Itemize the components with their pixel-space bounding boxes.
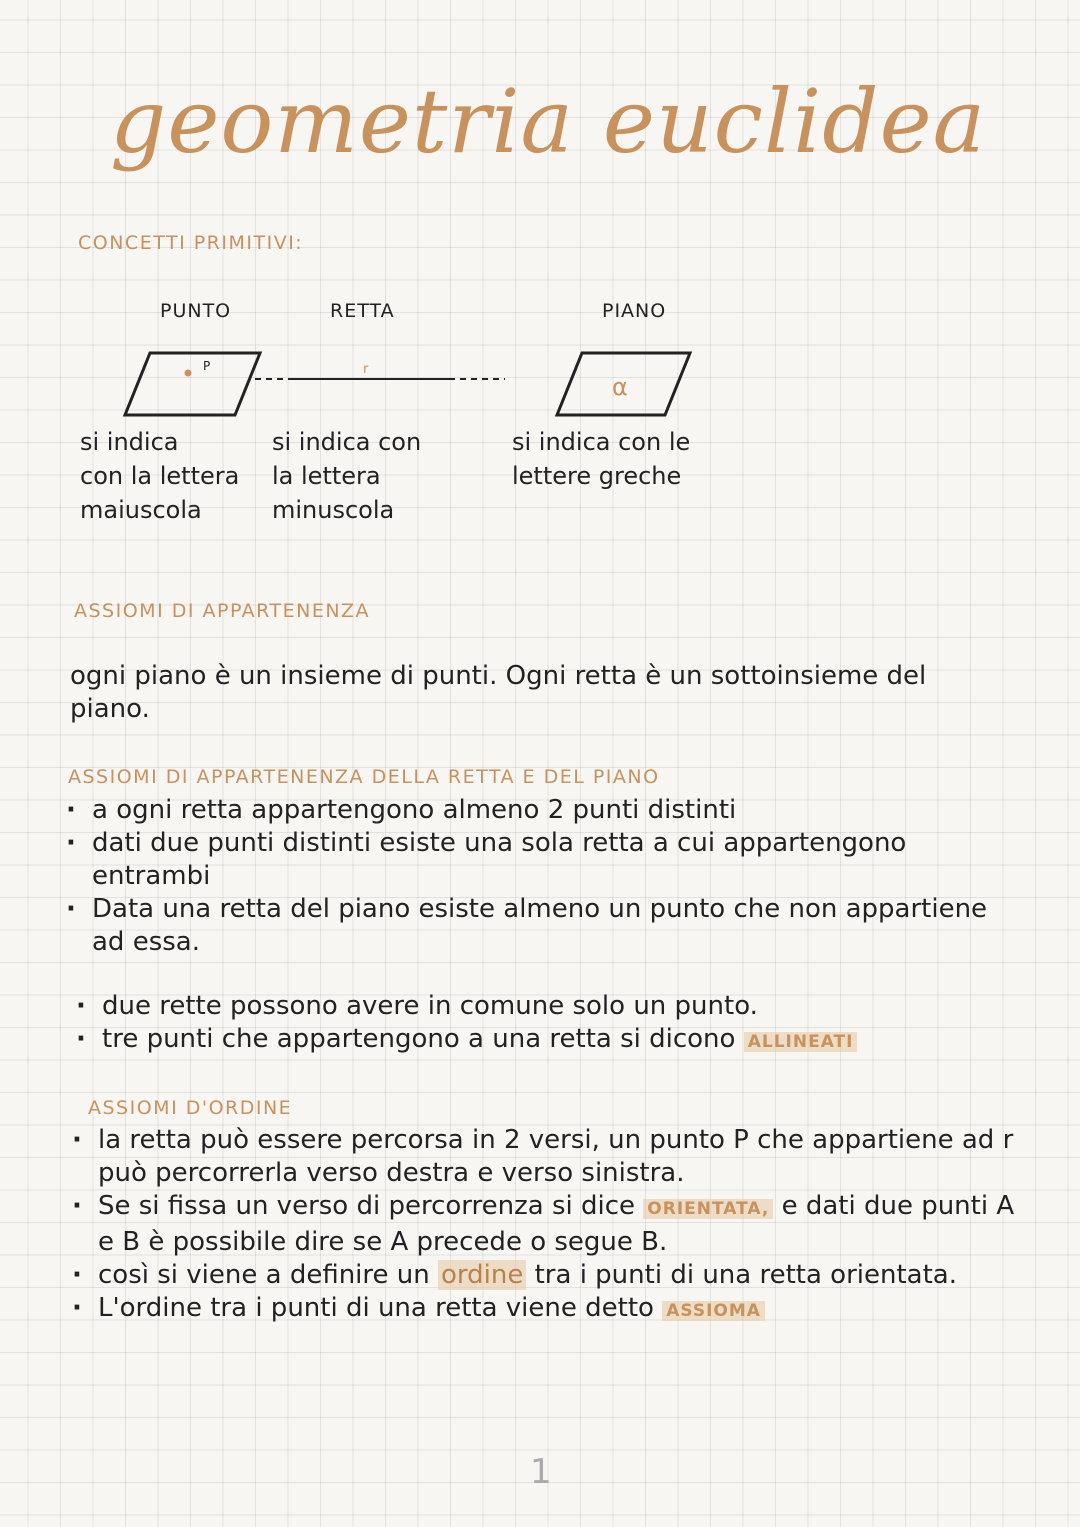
list-item [72,1190,1022,1259]
point-description-line: maiuscola [80,496,202,524]
list-item: · la retta può essere percorsa in 2 versi, un punto P che appartiene ad r può percorrerla verso destra e verso sinistra. [72,1124,1022,1190]
list-item [72,1259,1022,1292]
concept-label-line: RETTA [330,300,395,322]
list-item: · Data una retta del piano esiste almeno un punto che non appartiene ad essa. [66,893,1006,959]
order-word-highlight: ordine [438,1260,526,1290]
concept-label-plane: PIANO [602,300,667,322]
belonging-axioms-text: ogni piano è un insieme di punti. Ogni retta è un sottoinsieme del piano. [70,661,927,724]
list-item-text: L'ordine tra i punti di una retta viene detto [98,1293,654,1323]
concept-label-point: PUNTO [160,300,232,322]
point-mark: P [203,359,211,373]
point-description-line: con la lettera [80,462,240,490]
belonging-axioms-heading: ASSIOMI DI APPARTENENZA [74,600,371,622]
primitive-concepts-diagram [100,335,720,430]
plane-mark: α [612,373,628,401]
list-item-text: tre punti che appartengono a una retta si dicono [102,1024,736,1054]
line-description-line: si indica con [272,428,422,456]
list-item: · dati due punti distinti esiste una sola retta a cui appartengono entrambi [66,827,1006,893]
point-plane-shape [125,353,260,415]
aligned-highlight: ALLINEATI [744,1032,858,1052]
list-item-text: così si viene a definire un [98,1260,430,1290]
point-description-line: si indica [80,428,179,456]
plane-description-line: lettere greche [512,462,682,490]
line-mark: r [363,362,369,377]
point-dot [185,370,192,377]
list-item-text: tra i punti di una retta orientata. [534,1260,957,1290]
list-item [72,1292,1022,1328]
plane-description [512,425,690,493]
primitive-concepts-heading: CONCETTI PRIMITIVI: [78,232,304,254]
line-description-line: la lettera [272,462,381,490]
line-description-line: minuscola [272,496,395,524]
line-description [272,425,421,527]
page-title: geometria euclidea [110,70,987,173]
line-plane-axioms-list-2 [76,990,1006,1059]
plane-description-line: si indica con le [512,428,691,456]
order-axioms-list [72,1124,1022,1328]
list-item-text: Se si fissa un verso di percorrenza si dice [98,1191,636,1221]
axiom-highlight: ASSIOMA [662,1301,765,1321]
line-plane-axioms-heading: ASSIOMI DI APPARTENENZA DELLA RETTA E DEL PIANO [68,766,660,788]
order-axioms-heading: ASSIOMI D'ORDINE [88,1097,293,1119]
list-item-text: e dati due punti A e B è possibile dire se A precede o segue B. [98,1191,1015,1257]
list-item [76,1023,1006,1059]
list-item: · due rette possono avere in comune solo un punto. [76,990,1006,1023]
list-item: · a ogni retta appartengono almeno 2 punti distinti [66,794,1006,827]
page-number: 1 [530,1452,552,1492]
oriented-highlight: ORIENTATA, [643,1199,773,1219]
line-plane-axioms-list [66,794,1006,959]
point-description [80,425,239,527]
